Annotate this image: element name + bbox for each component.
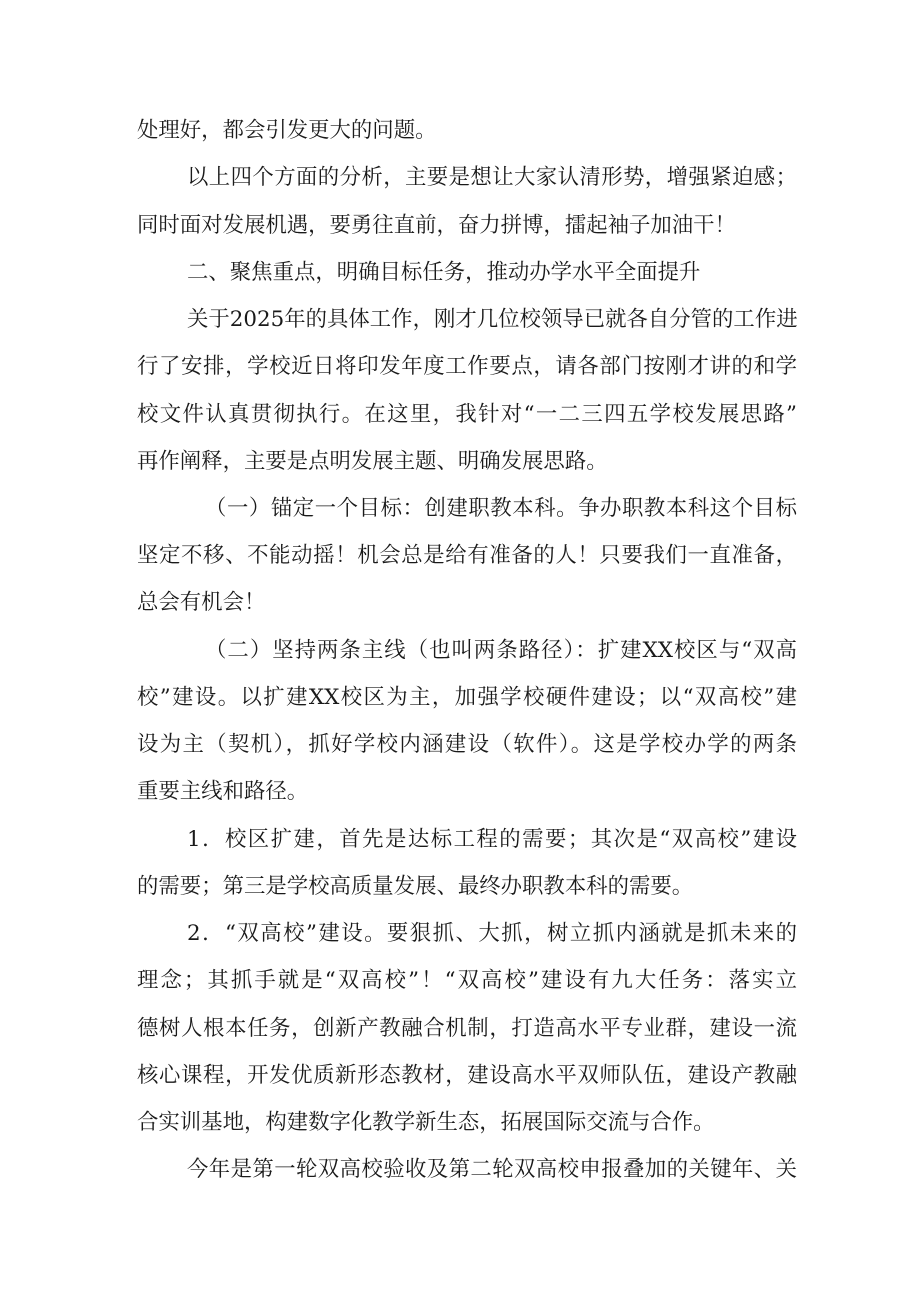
paragraph-line: 坚定不移、不能动摇！机会总是给有准备的人！只要我们一直准备，: [137, 543, 797, 568]
paragraph-line: 总会有机会！: [137, 590, 266, 615]
list-item: 2．“双高校”建设。要狠抓、大抓，树立抓内涵就是抓未来的: [187, 921, 797, 946]
paragraph-line: 校”建设。以扩建XX校区为主，加强学校硬件建设；以“双高校”建: [137, 685, 797, 710]
paragraph-line: 关于2025年的具体工作，刚才几位校领导已就各自分管的工作进: [187, 307, 798, 332]
paragraph-line: 同时面对发展机遇，要勇往直前，奋力拼博，擂起袖子加油干！: [137, 213, 736, 238]
paragraph-line: 以上四个方面的分析，主要是想让大家认清形势，增强紧迫感；: [187, 165, 797, 190]
subsection-heading: （二）坚持两条主线（也叫两条路径）：扩建XX校区与“双高: [205, 638, 797, 663]
paragraph-line: 行了安排，学校近日将印发年度工作要点，请各部门按刚才讲的和学: [137, 354, 797, 379]
paragraph-line: 校文件认真贯彻执行。在这里，我针对“一二三四五学校发展思路”: [137, 402, 797, 427]
paragraph-line: 的需要；第三是学校高质量发展、最终办职教本科的需要。: [137, 874, 694, 899]
paragraph-line: 德树人根本任务，创新产教融合机制，打造高水平专业群，建设一流: [137, 1016, 797, 1041]
subsection-heading: （一）锚定一个目标：创建职教本科。争办职教本科这个目标: [205, 496, 797, 521]
paragraph-line: 再作阐释，主要是点明发展主题、明确发展思路。: [137, 449, 608, 474]
list-item: 1．校区扩建，首先是达标工程的需要；其次是“双高校”建设: [187, 827, 797, 852]
paragraph-line: 今年是第一轮双高校验收及第二轮双高校申报叠加的关键年、关: [187, 1157, 797, 1182]
paragraph-line: 合实训基地，构建数字化教学新生态，拓展国际交流与合作。: [137, 1110, 715, 1135]
paragraph-line: 核心课程，开发优质新形态教材，建设高水平双师队伍，建设产教融: [137, 1063, 797, 1088]
paragraph-line: 理念；其抓手就是“双高校”！“双高校”建设有九大任务：落实立: [137, 968, 797, 993]
paragraph-line: 重要主线和路径。: [137, 779, 309, 804]
paragraph-line: 处理好，都会引发更大的问题。: [137, 118, 437, 143]
section-heading: 二、聚焦重点，明确目标任务，推动办学水平全面提升: [187, 260, 701, 285]
paragraph-line: 设为主（契机），抓好学校内涵建设（软件）。这是学校办学的两条: [137, 732, 797, 757]
